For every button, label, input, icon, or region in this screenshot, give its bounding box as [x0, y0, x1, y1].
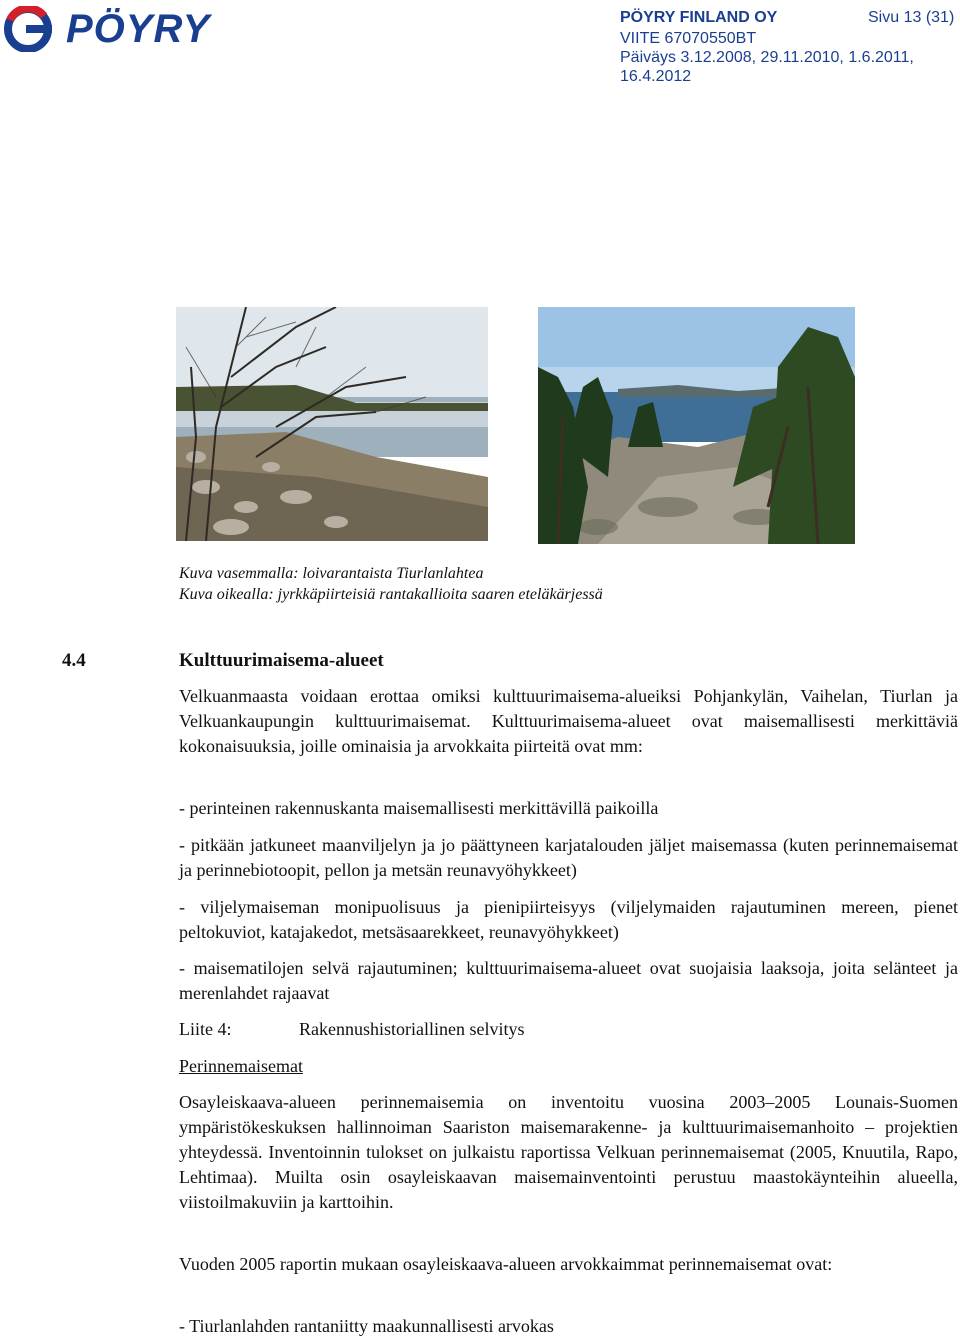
paragraph-intro: Velkuanmaasta voidaan erottaa omiksi kulttuurimaisema-alueiksi Pohjankylän, Vaihelan, Tiurlan ja Velkuankaupungin kulttuurimaisemat. Kulttuurimaisema-alueet ovat maisemallisesti merkittäviä kokonaisuuksia, joille ominaisia ja arvokkaita piirteitä ovat mm:: [179, 686, 958, 756]
photo-tiurlanlahti-shore: [176, 307, 488, 541]
paragraph-report: Vuoden 2005 raportin mukaan osayleiskaava-alueen arvokkaimmat perinnemaisemat ovat:: [179, 1254, 833, 1274]
date-line-2: 16.4.2012: [620, 68, 692, 85]
caption-right-photo: Kuva oikealla: jyrkkäpiirteisiä rantakallioita saaren eteläkärjessä: [179, 586, 603, 603]
appendix-title: Rakennushistoriallinen selvitys: [299, 1019, 525, 1039]
subheading-perinnemaisemat: Perinnemaisemat: [179, 1056, 303, 1076]
caption-left-photo: Kuva vasemmalla: loivarantaista Tiurlanlahtea: [179, 565, 484, 582]
list-item: - perinteinen rakennuskanta maisemallisesti merkittävillä paikoilla: [179, 798, 659, 818]
date-line-1: Päiväys 3.12.2008, 29.11.2010, 1.6.2011,: [620, 49, 914, 66]
page-number: Sivu 13 (31): [868, 9, 955, 26]
section-title: Kulttuurimaisema-alueet: [179, 650, 384, 671]
poyry-logo: [4, 6, 244, 52]
poyry-emblem-icon: [4, 6, 54, 52]
list-item: - pitkään jatkuneet maanviljelyn ja jo päättyneen karjatalouden jäljet maisemassa (kuten perinnemaisemat ja perinnebiotoopit, pellon ja metsän reunavyöhykkeet): [179, 835, 958, 880]
logo-wordmark: PÖYRY: [66, 7, 211, 51]
appendix-label: Liite 4:: [179, 1019, 232, 1039]
paragraph-inventory: Osayleiskaava-alueen perinnemaisemia on inventoitu vuosina 2003–2005 Lounais-Suomen ympäristökeskuksen hallinnoiman Saariston maisemarakenne- ja kulttuurimaisemanhoito – projektien yhteydessä. Inventoinnin tulokset on julkaistu raportissa Velkuan perinnemaisemat (2005, Knuutila, Rapo, Lehtimaa). Muilta osin osayleiskaavan maisemainventointi perustuu maastokäynteihin alueella, viistoilmakuviin ja karttoihin.: [179, 1092, 958, 1212]
list-item: - viljelymaiseman monipuolisuus ja pienipiirteisyys (viljelymaiden rajautuminen mereen, pienet peltokuviot, katajakedot, metsäsaarekkeet, reunavyöhykkeet): [179, 897, 958, 942]
reference-code: VIITE 67070550BT: [620, 30, 757, 47]
photo-rocky-shore-pines: [538, 307, 855, 544]
list-item: - Tiurlanlahden rantaniitty maakunnallisesti arvokas: [179, 1316, 554, 1336]
company-name: PÖYRY FINLAND OY: [620, 9, 778, 26]
list-item: - maisematilojen selvä rajautuminen; kulttuurimaisema-alueet ovat suojaisia laaksoja, joita selänteet ja merenlahdet rajaavat: [179, 958, 958, 1003]
section-number: 4.4: [62, 650, 86, 671]
